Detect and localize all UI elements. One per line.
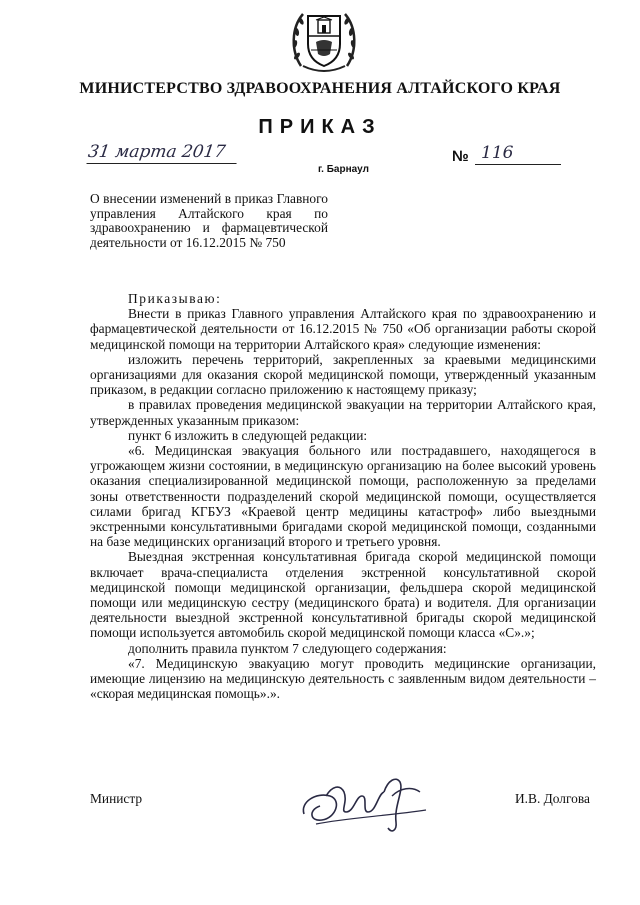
number-label: № [452, 148, 469, 165]
paragraph: изложить перечень территорий, закрепленных за краевыми медицинскими организациями для оказания скорой медицинской помощи, утвержденный указанным приказом, в редакции согласно приложению к настоящему приказу; [90, 351, 596, 398]
paragraph: «7. Медицинскую эвакуацию могут проводить медицинские организации, имеющие лицензию на медицинскую деятельность с заявленным видом деятельности – «скорая медицинская помощь».». [90, 655, 596, 702]
ministry-name: МИНИСТЕРСТВО ЗДРАВООХРАНЕНИЯ АЛТАЙСКОГО КРАЯ [79, 80, 561, 97]
document-type: ПРИКАЗ [258, 116, 382, 138]
paragraph: пункт 6 изложить в следующей редакции: [128, 427, 368, 443]
order-directive: Приказываю: [128, 291, 222, 306]
order-number: 116 [475, 143, 561, 165]
order-body [90, 291, 596, 701]
paragraph: Выездная экстренная консультативная бригада скорой медицинской помощи включает врача-специалиста отделения экстренной консультативной скорой медицинской помощи медицинской организации, фельдшера скорой медицинской помощи или медицинскую сестру (медицинского брата) и водителя. Для организации деятельности выездной экстренной консультативной бригады скорой медицинской помощи используется автомобиль скорой медицинской помощи класса «С».»; [90, 549, 596, 641]
paragraph: в правилах проведения медицинской эвакуации на территории Алтайского края, утвержденных указанным приказом: [90, 397, 596, 428]
order-date: 31 марта 2017 [86, 142, 239, 164]
paragraph: дополнить правила пунктом 7 следующего содержания: [128, 640, 447, 656]
order-subject: О внесении изменений в приказ Главного управления Алтайского края по здравоохранению и фармацевтической деятельности от 16.12.2015 № 750 [90, 191, 328, 250]
signatory-position: Министр [90, 791, 143, 806]
coat-of-arms-icon [289, 6, 359, 78]
city: г. Барнаул [318, 164, 369, 175]
signature-icon [296, 766, 436, 836]
paragraph: Внести в приказ Главного управления Алтайского края по здравоохранению и фармацевтической деятельности от 16.12.2015 № 750 «Об организации работы скорой медицинской помощи на территории Алтайского края» следующие изменения: [90, 306, 596, 352]
paragraph: «6. Медицинская эвакуация больного или пострадавшего, находящегося в угрожающем жизни состоянии, в медицинскую организацию на более высокий уровень оказания специализированной медицинской помощи, расположенную за пределами зоны ответственности подразделений скорой медицинской помощи, осуществляется силами бригад КГБУЗ «Краевой центр медицины катастроф» либо выездными экстренными консультативными бригадами скорой медицинской помощи, созданными на базе медицинских организаций второго и третьего уровня. [90, 443, 596, 550]
signatory-name: И.В. Долгова [515, 791, 590, 806]
